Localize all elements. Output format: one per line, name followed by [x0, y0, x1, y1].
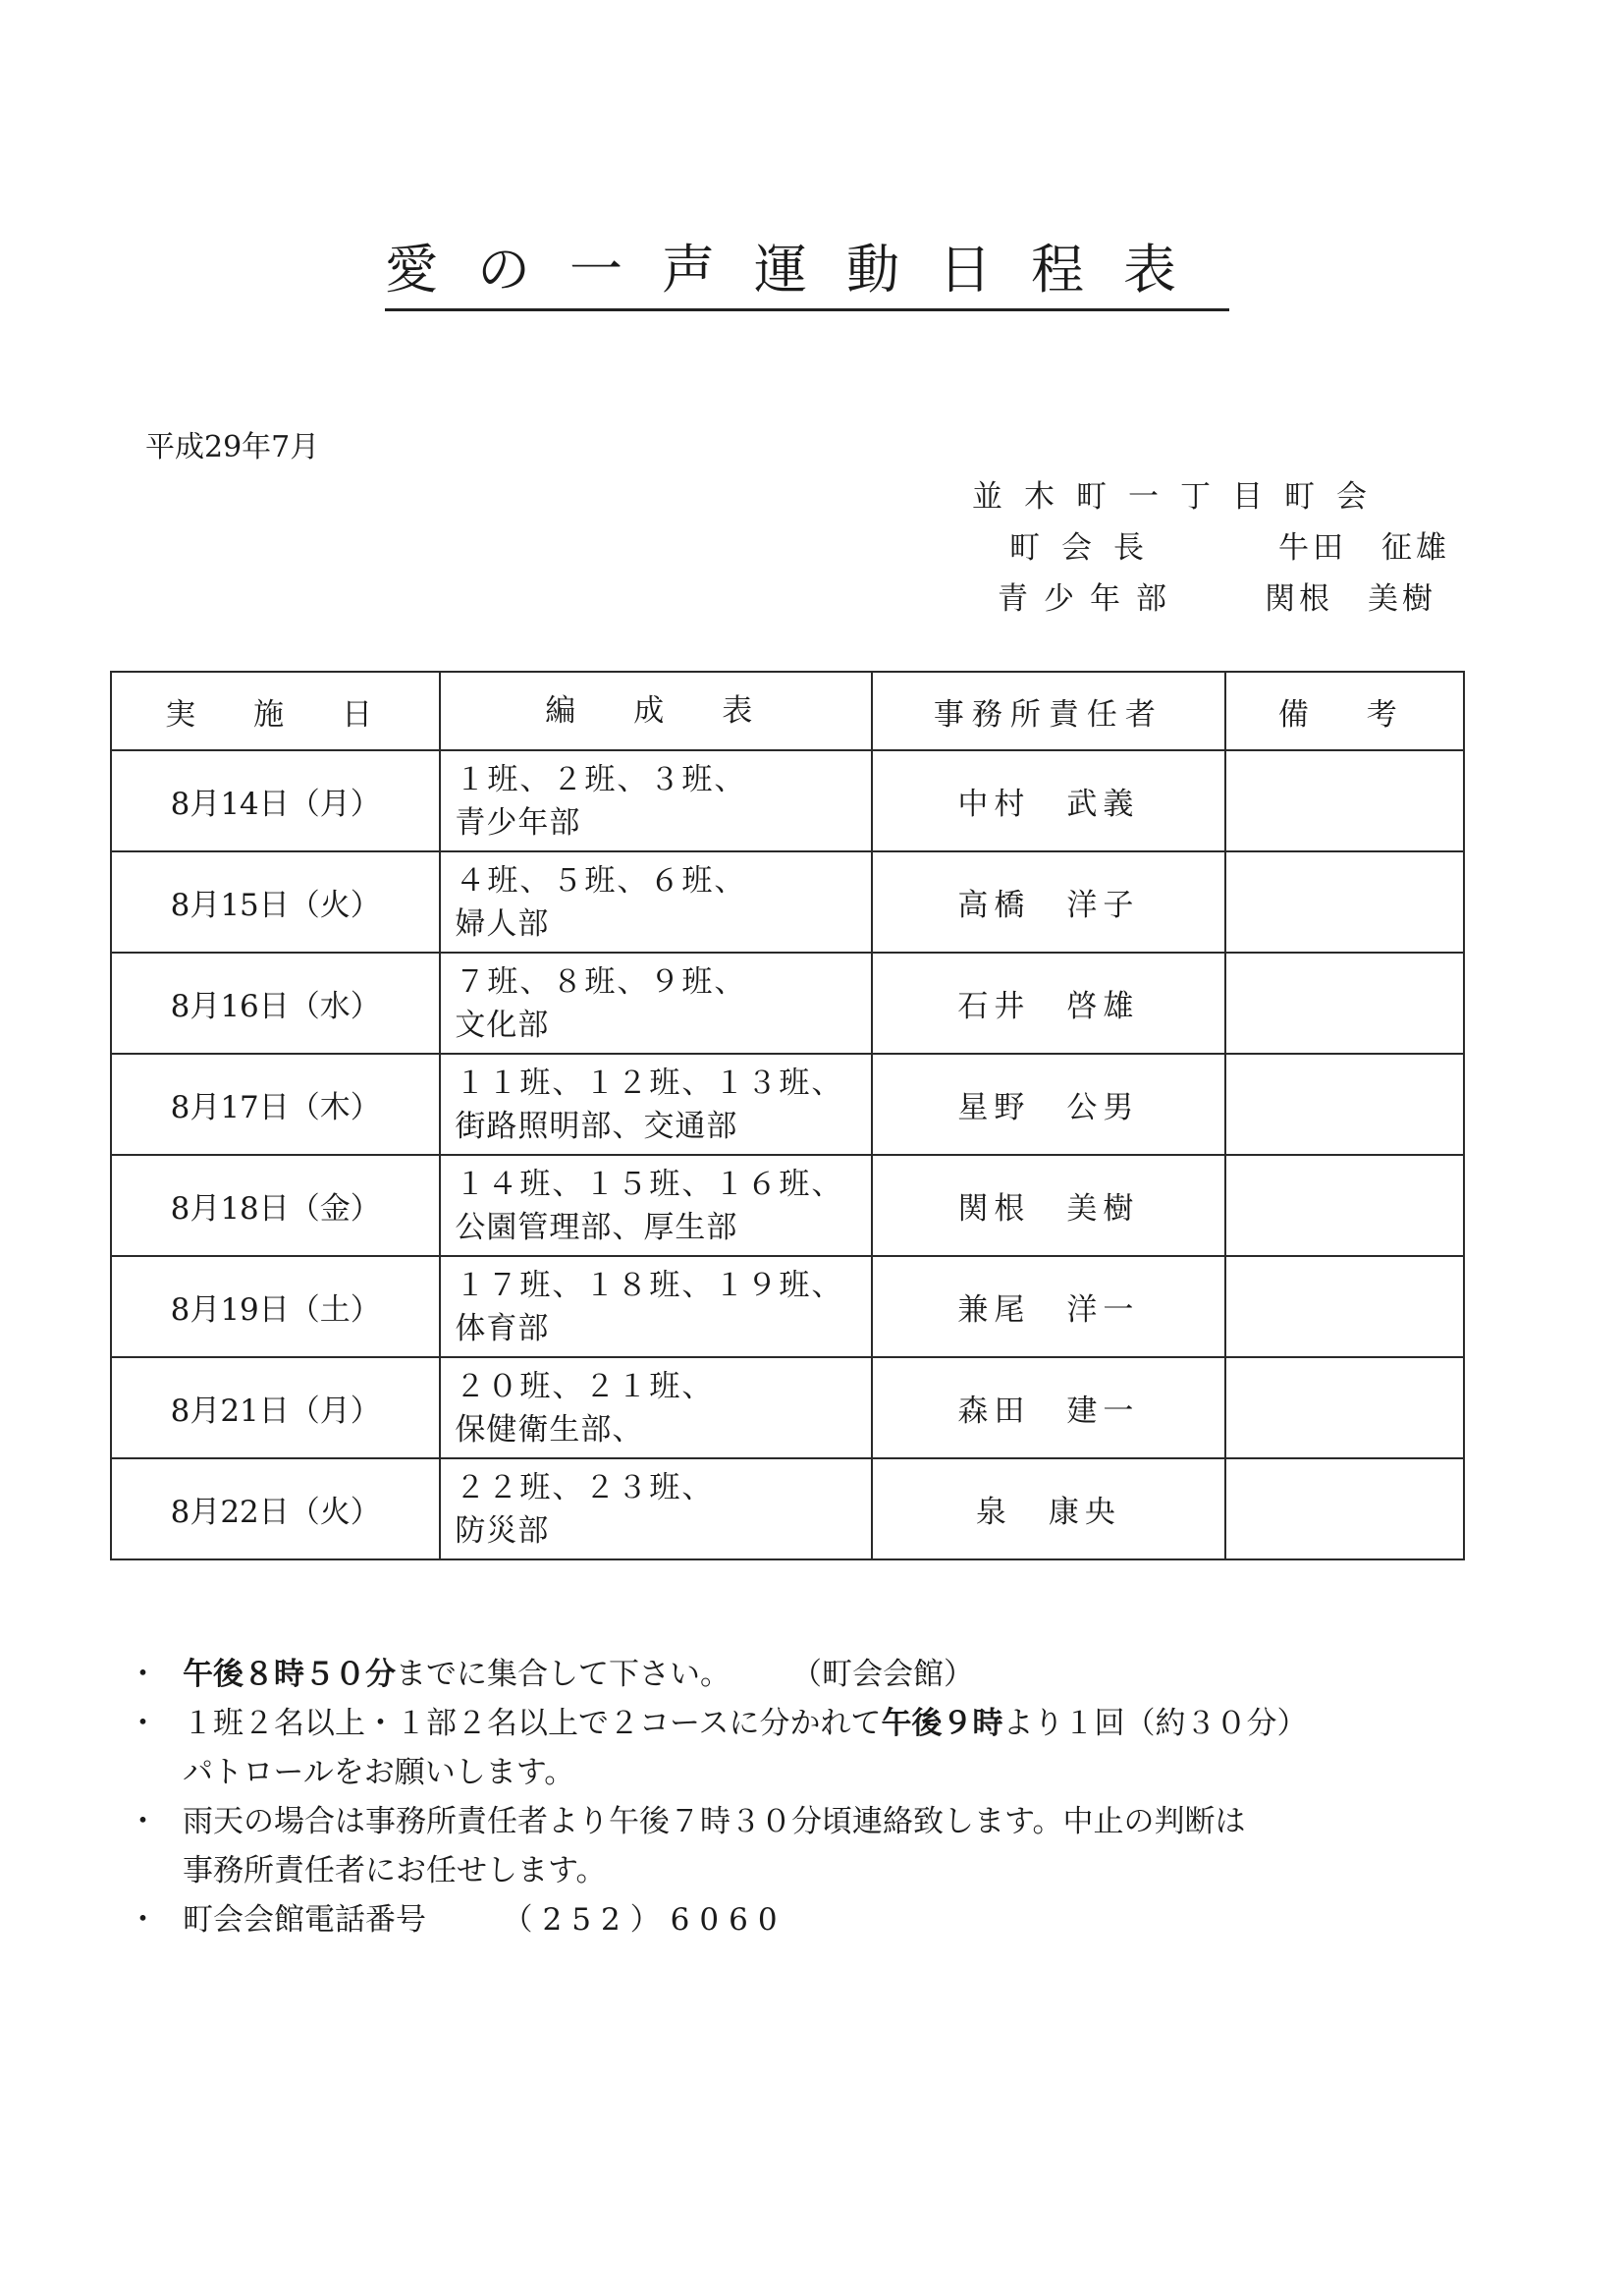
note-patrol: [128, 1699, 1502, 1797]
assembly-place: （町会会館）: [806, 1657, 974, 1692]
row-note: [1225, 1357, 1464, 1458]
row-date: 8月15日（火）: [111, 851, 440, 953]
row-group: [440, 1054, 872, 1155]
row-date: 8月14日（月）: [111, 750, 440, 851]
patrol-text-line2: パトロールをお願いします。: [183, 1755, 575, 1790]
row-person: 関根 美樹: [872, 1155, 1224, 1256]
youth-dept-name: 関根 美樹: [1265, 581, 1436, 617]
chair-name: 牛田 征雄: [1278, 530, 1450, 566]
table-row: [111, 1256, 1464, 1357]
table-row: [111, 1357, 1464, 1458]
note-line: [183, 1699, 1502, 1748]
row-group: [440, 750, 872, 851]
row-note: [1225, 851, 1464, 953]
chair-title: 町会長: [1009, 530, 1165, 566]
row-note: [1225, 1155, 1464, 1256]
table-row: [111, 953, 1464, 1054]
group-teams: １４班、１５班、１６班、: [455, 1166, 844, 1202]
row-group: [440, 1357, 872, 1458]
group-dept: 婦人部: [455, 905, 550, 942]
group-teams: １７班、１８班、１９班、: [455, 1267, 844, 1303]
issue-date: 平成29年7月: [145, 430, 320, 465]
document-title: 愛の一声運動日程表: [385, 238, 1229, 311]
row-note: [1225, 750, 1464, 851]
row-group: [440, 1155, 872, 1256]
table-row: [111, 1054, 1464, 1155]
note-phone: [128, 1895, 1502, 1944]
bullet-icon: ・: [128, 1902, 158, 1938]
table-row: [111, 851, 1464, 953]
row-date: 8月18日（金）: [111, 1155, 440, 1256]
row-person: 高橋 洋子: [872, 851, 1224, 953]
group-dept: 街路照明部、交通部: [455, 1108, 738, 1144]
row-note: [1225, 1458, 1464, 1559]
row-person: 星野 公男: [872, 1054, 1224, 1155]
group-teams: ７班、８班、９班、: [455, 963, 747, 1000]
group-dept: 体育部: [455, 1310, 550, 1346]
group-teams: １１班、１２班、１３班、: [455, 1065, 844, 1101]
schedule-table: [110, 671, 1465, 1560]
bullet-icon: ・: [128, 1657, 158, 1692]
group-teams: １班、２班、３班、: [455, 761, 747, 797]
row-group: [440, 953, 872, 1054]
row-group: [440, 1458, 872, 1559]
table-row: [111, 1458, 1464, 1559]
patrol-text-b: より１回（約３０分）: [1002, 1706, 1308, 1741]
rain-text-line1: 雨天の場合は事務所責任者より午後７時３０分頃連絡致します。中止の判断は: [183, 1804, 1246, 1839]
group-teams: ２２班、２３班、: [455, 1469, 715, 1505]
row-group: [440, 851, 872, 953]
header-date: 実 施 日: [111, 672, 440, 750]
group-dept: 防災部: [455, 1512, 550, 1549]
header-person: 事務所責任者: [872, 672, 1224, 750]
row-person: 石井 啓雄: [872, 953, 1224, 1054]
row-person: 兼尾 洋一: [872, 1256, 1224, 1357]
row-note: [1225, 1256, 1464, 1357]
notes-section: [128, 1650, 1502, 1944]
group-dept: 保健衛生部、: [455, 1411, 644, 1448]
rain-text-line2: 事務所責任者にお任せします。: [183, 1853, 607, 1888]
bullet-icon: ・: [128, 1804, 158, 1839]
table-row: [111, 750, 1464, 851]
organization-name: 並木町一丁目町会: [972, 479, 1388, 515]
assembly-time: 午後８時５０分: [183, 1657, 396, 1692]
group-dept: 青少年部: [455, 804, 581, 841]
group-teams: ４班、５班、６班、: [455, 862, 747, 899]
header-group: 編 成 表: [440, 672, 872, 750]
note-assembly: [128, 1650, 1502, 1699]
note-line: [183, 1895, 1502, 1944]
row-person: 泉 康央: [872, 1458, 1224, 1559]
note-rain: [128, 1797, 1502, 1895]
row-group: [440, 1256, 872, 1357]
bullet-icon: ・: [128, 1706, 158, 1741]
phone-number: （252）6060: [517, 1902, 787, 1938]
row-person: 中村 武義: [872, 750, 1224, 851]
group-dept: 公園管理部、厚生部: [455, 1209, 738, 1245]
row-date: 8月17日（木）: [111, 1054, 440, 1155]
row-date: 8月19日（土）: [111, 1256, 440, 1357]
row-date: 8月16日（水）: [111, 953, 440, 1054]
phone-label: 町会会館電話番号: [183, 1902, 426, 1938]
table-header-row: [111, 672, 1464, 750]
youth-dept-title: 青少年部: [998, 581, 1182, 617]
group-dept: 文化部: [455, 1007, 550, 1043]
group-teams: ２０班、２１班、: [455, 1368, 715, 1404]
note-line: [183, 1650, 1502, 1699]
row-date: 8月22日（火）: [111, 1458, 440, 1559]
row-person: 森田 建一: [872, 1357, 1224, 1458]
header-note: 備 考: [1225, 672, 1464, 750]
patrol-time: 午後９時: [881, 1706, 1003, 1741]
row-date: 8月21日（月）: [111, 1357, 440, 1458]
row-note: [1225, 953, 1464, 1054]
patrol-text-a: １班２名以上・１部２名以上で２コースに分かれて: [183, 1706, 882, 1741]
row-note: [1225, 1054, 1464, 1155]
assembly-text: までに集合して下さい。: [396, 1657, 716, 1692]
table-row: [111, 1155, 1464, 1256]
